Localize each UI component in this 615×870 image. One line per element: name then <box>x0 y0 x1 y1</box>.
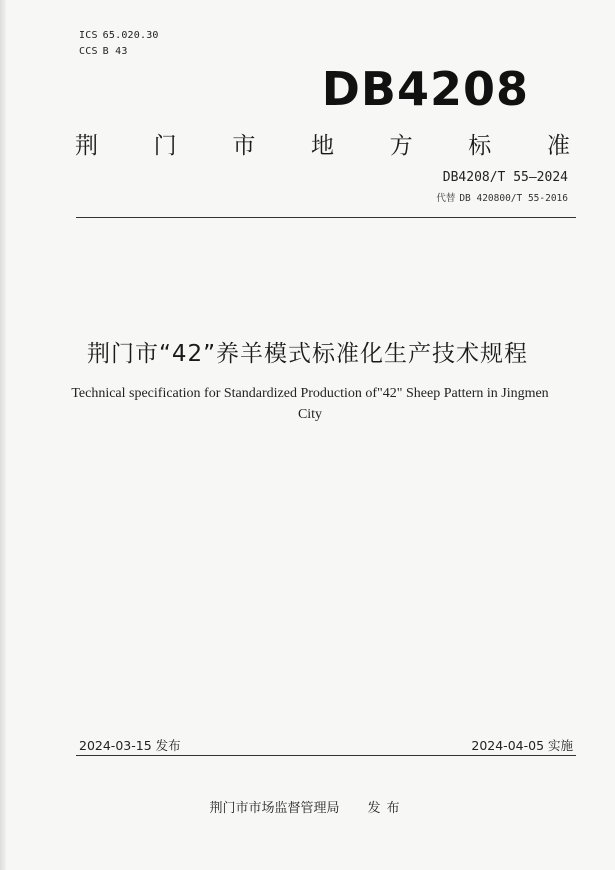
ccs-label: CCS <box>79 46 98 57</box>
title-english-line: Technical specification for Standardized Production of"42" Sheep Pattern in Jingmen <box>71 386 549 401</box>
title-chinese: 荆门市“42”养羊模式标准化生产技术规程 <box>86 341 529 367</box>
title-english-line: City <box>297 407 323 422</box>
standard-type-char: 门 <box>153 133 177 159</box>
standard-number: DB4208/T 55—2024 <box>442 170 568 185</box>
implementation-date: 2024-04-05 实施 <box>471 738 573 753</box>
replaces-standard <box>436 190 568 204</box>
standard-type-char: 标 <box>468 133 492 159</box>
issuer-organization: 荆门市市场监督管理局 <box>209 801 340 816</box>
replaces-label: 代替 <box>436 193 456 204</box>
ccs-value: B 43 <box>102 46 128 57</box>
standard-type-char: 荆 <box>75 133 98 159</box>
issuing-authority <box>0 797 615 816</box>
title-english <box>70 383 550 425</box>
issuer-verb: 发布 <box>367 801 406 816</box>
header-divider <box>76 217 576 218</box>
standard-type-char: 市 <box>232 133 256 159</box>
scan-edge-shadow <box>0 0 6 870</box>
ics-value: 65.020.30 <box>102 30 159 41</box>
replaces-value: DB 420800/T 55-2016 <box>459 193 568 204</box>
standard-type-heading <box>75 127 570 160</box>
ccs-code <box>79 46 128 57</box>
standard-type-char: 地 <box>310 133 334 159</box>
db-standard-logo: DB4208 <box>321 62 529 116</box>
footer-divider <box>76 755 576 756</box>
standard-type-char: 准 <box>546 133 570 159</box>
standard-type-char: 方 <box>389 133 413 159</box>
issue-date: 2024-03-15 发布 <box>79 738 181 753</box>
ics-label: ICS <box>79 30 98 41</box>
ics-code <box>79 30 159 41</box>
